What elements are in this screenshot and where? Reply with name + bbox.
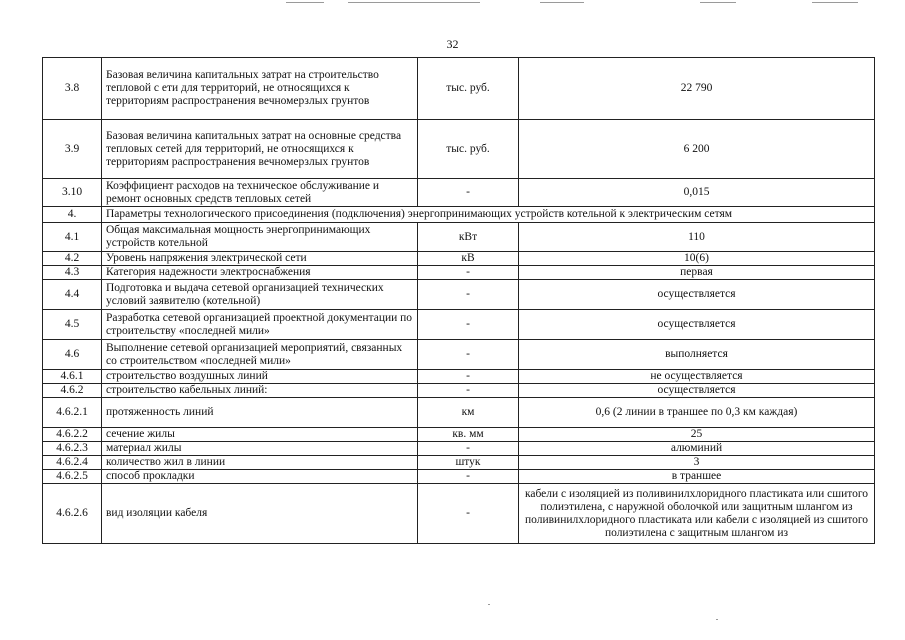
table-row bbox=[43, 398, 875, 428]
row-value: 22 790 bbox=[519, 58, 875, 120]
row-number: 4.6 bbox=[43, 340, 102, 370]
scan-speck bbox=[488, 604, 490, 605]
row-name: Подготовка и выдача сетевой организацией технических условий заявителю (котельной) bbox=[102, 280, 418, 310]
table-row bbox=[43, 280, 875, 310]
row-unit: - bbox=[418, 310, 519, 340]
row-number: 4.6.1 bbox=[43, 370, 102, 384]
row-number: 3.10 bbox=[43, 179, 102, 207]
row-unit: - bbox=[418, 384, 519, 398]
row-name: Общая максимальная мощность энергопринимающих устройств котельной bbox=[102, 223, 418, 252]
row-unit: - bbox=[418, 370, 519, 384]
row-number: 4.4 bbox=[43, 280, 102, 310]
table-row bbox=[43, 120, 875, 179]
scan-edge-line bbox=[286, 2, 324, 3]
row-number: 4.6.2.2 bbox=[43, 428, 102, 442]
row-name: Разработка сетевой организацией проектной документации по строительству «последней мили» bbox=[102, 310, 418, 340]
row-unit: - bbox=[418, 442, 519, 456]
row-value: 3 bbox=[519, 456, 875, 470]
row-value: выполняется bbox=[519, 340, 875, 370]
row-name: Выполнение сетевой организацией мероприятий, связанных со строительством «последней мили» bbox=[102, 340, 418, 370]
row-value: осуществляется bbox=[519, 310, 875, 340]
row-name: Базовая величина капитальных затрат на строительство тепловой с ети для территорий, не относящихся к территориям распространения вечномерзлых грунтов bbox=[102, 58, 418, 120]
row-number: 4.6.2.4 bbox=[43, 456, 102, 470]
table-row bbox=[43, 442, 875, 456]
row-unit: - bbox=[418, 470, 519, 484]
table-row bbox=[43, 456, 875, 470]
row-name: способ прокладки bbox=[102, 470, 418, 484]
row-name: вид изоляции кабеля bbox=[102, 484, 418, 544]
row-name: материал жилы bbox=[102, 442, 418, 456]
scan-edge-line bbox=[812, 2, 858, 3]
row-value: 0,6 (2 линии в траншее по 0,3 км каждая) bbox=[519, 398, 875, 428]
row-number: 4. bbox=[43, 207, 102, 223]
row-number: 4.2 bbox=[43, 252, 102, 266]
row-name: Базовая величина капитальных затрат на основные средства тепловых сетей для территорий, не относящихся к территориям распространения вечномерзлых грунтов bbox=[102, 120, 418, 179]
spec-table bbox=[42, 57, 875, 544]
row-value: 10(6) bbox=[519, 252, 875, 266]
row-value: 0,015 bbox=[519, 179, 875, 207]
row-number: 4.3 bbox=[43, 266, 102, 280]
row-name: строительство воздушных линий bbox=[102, 370, 418, 384]
table-row-section bbox=[43, 207, 875, 223]
table-row bbox=[43, 370, 875, 384]
row-value: 110 bbox=[519, 223, 875, 252]
row-unit: - bbox=[418, 266, 519, 280]
row-number: 4.6.2.5 bbox=[43, 470, 102, 484]
row-number: 3.8 bbox=[43, 58, 102, 120]
row-name: строительство кабельных линий: bbox=[102, 384, 418, 398]
row-unit: - bbox=[418, 340, 519, 370]
row-value: осуществляется bbox=[519, 384, 875, 398]
table-row bbox=[43, 223, 875, 252]
row-number: 4.6.2.3 bbox=[43, 442, 102, 456]
table-row bbox=[43, 428, 875, 442]
row-number: 4.6.2.1 bbox=[43, 398, 102, 428]
row-value: алюминий bbox=[519, 442, 875, 456]
row-value: в траншее bbox=[519, 470, 875, 484]
row-name: сечение жилы bbox=[102, 428, 418, 442]
row-name: протяженность линий bbox=[102, 398, 418, 428]
row-value: не осуществляется bbox=[519, 370, 875, 384]
table-row bbox=[43, 266, 875, 280]
row-number: 4.1 bbox=[43, 223, 102, 252]
row-name: Коэффициент расходов на техническое обслуживание и ремонт основных средств тепловых сетей bbox=[102, 179, 418, 207]
table-row bbox=[43, 384, 875, 398]
row-name: количество жил в линии bbox=[102, 456, 418, 470]
table-row bbox=[43, 252, 875, 266]
row-unit: тыс. руб. bbox=[418, 120, 519, 179]
row-value: первая bbox=[519, 266, 875, 280]
table-row bbox=[43, 310, 875, 340]
row-value: осуществляется bbox=[519, 280, 875, 310]
row-unit: - bbox=[418, 280, 519, 310]
scan-speck bbox=[716, 619, 718, 620]
row-unit: кв. мм bbox=[418, 428, 519, 442]
row-name: Уровень напряжения электрической сети bbox=[102, 252, 418, 266]
row-name: Категория надежности электроснабжения bbox=[102, 266, 418, 280]
row-unit: - bbox=[418, 484, 519, 544]
scan-edge-line bbox=[348, 2, 480, 3]
row-unit: - bbox=[418, 179, 519, 207]
table-row bbox=[43, 470, 875, 484]
row-unit: км bbox=[418, 398, 519, 428]
row-unit: кВт bbox=[418, 223, 519, 252]
row-number: 4.6.2.6 bbox=[43, 484, 102, 544]
row-number: 4.6.2 bbox=[43, 384, 102, 398]
table-row bbox=[43, 340, 875, 370]
table-row bbox=[43, 179, 875, 207]
table-row bbox=[43, 58, 875, 120]
section-title: Параметры технологического присоединения (подключения) энергопринимающих устройств котельной к электрическим сетям bbox=[102, 207, 875, 223]
scan-edge-line bbox=[540, 2, 584, 3]
row-unit: штук bbox=[418, 456, 519, 470]
row-value: 25 bbox=[519, 428, 875, 442]
table-row bbox=[43, 484, 875, 544]
row-unit: тыс. руб. bbox=[418, 58, 519, 120]
row-number: 4.5 bbox=[43, 310, 102, 340]
row-unit: кВ bbox=[418, 252, 519, 266]
scan-edge-line bbox=[700, 2, 736, 3]
row-number: 3.9 bbox=[43, 120, 102, 179]
page-number: 32 bbox=[446, 37, 459, 51]
row-value: 6 200 bbox=[519, 120, 875, 179]
row-value: кабели с изоляцией из поливинилхлоридного пластиката или сшитого полиэтилена, с наружной оболочкой или защитным шлангом из поливинилхлоридного пластиката или кабели с изоляцией из сшитого полиэтилена с защитным шлангом из bbox=[519, 484, 875, 544]
